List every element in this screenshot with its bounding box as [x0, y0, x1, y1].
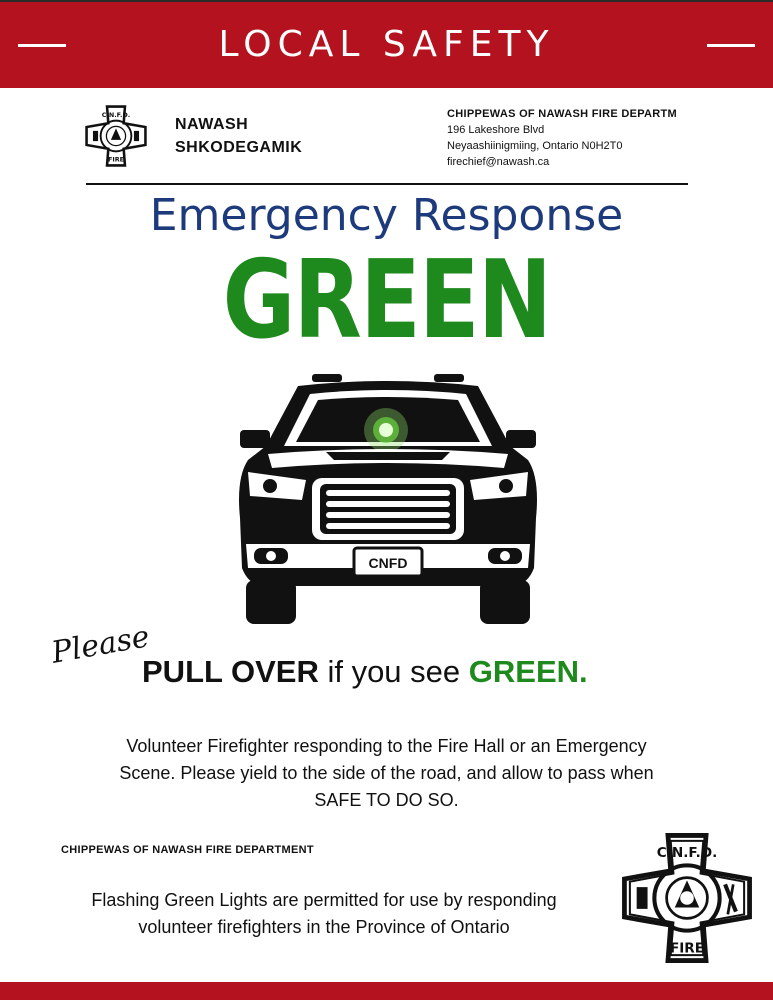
- contact-heading: CHIPPEWAS OF NAWASH FIRE DEPARTM: [447, 108, 678, 120]
- truck-illustration: [228, 368, 548, 630]
- license-plate-text: CNFD: [368, 555, 408, 571]
- pull-over-period: .: [579, 654, 588, 689]
- logo-small-bottom-text: FIRE: [108, 155, 124, 164]
- bottom-banner: [0, 982, 773, 1000]
- headline-green: GREEN: [222, 238, 551, 363]
- description-line2: Scene. Please yield to the side of the road, and allow to pass when: [119, 763, 654, 783]
- cnfd-logo-small: [84, 104, 148, 168]
- logo-large-bottom-text: FIRE: [669, 940, 705, 957]
- please-script: Please: [48, 619, 153, 671]
- contact-address2: Neyaashiinigmiing, Ontario N0H2T0: [447, 140, 623, 152]
- contact-block: [447, 106, 677, 170]
- org-name-line2: SHKODEGAMIK: [175, 139, 303, 156]
- footer-line1: Flashing Green Lights are permitted for use by responding: [91, 890, 557, 910]
- pull-over-text: PULL OVER: [142, 654, 319, 689]
- header-divider: [86, 183, 688, 185]
- footer-line2: volunteer firefighters in the Province of Ontario: [138, 917, 510, 937]
- banner-title: LOCAL SAFETY: [218, 24, 555, 65]
- cnfd-logo-large: [619, 830, 755, 966]
- department-label: CHIPPEWAS OF NAWASH FIRE DEPARTMENT: [61, 844, 314, 856]
- contact-address1: 196 Lakeshore Blvd: [447, 124, 545, 136]
- headline-subtitle: Emergency Response: [149, 190, 624, 241]
- logo-large-top-text: C.N.F.D.: [656, 845, 718, 862]
- description-paragraph: [70, 733, 703, 814]
- pull-over-callout: [142, 654, 588, 690]
- org-name: [175, 113, 302, 159]
- org-name-line1: NAWASH: [175, 116, 249, 133]
- pull-over-green: GREEN: [468, 654, 580, 689]
- footer-note: [40, 887, 608, 941]
- top-banner: [0, 0, 773, 88]
- description-line1: Volunteer Firefighter responding to the Fire Hall or an Emergency: [126, 736, 647, 756]
- banner-dash-right: [707, 44, 755, 47]
- pull-over-middle: if you see: [318, 654, 469, 689]
- description-line3: SAFE TO DO SO.: [314, 790, 459, 810]
- logo-small-top-text: C.N.F.D.: [101, 110, 131, 119]
- contact-email: firechief@nawash.ca: [447, 156, 550, 168]
